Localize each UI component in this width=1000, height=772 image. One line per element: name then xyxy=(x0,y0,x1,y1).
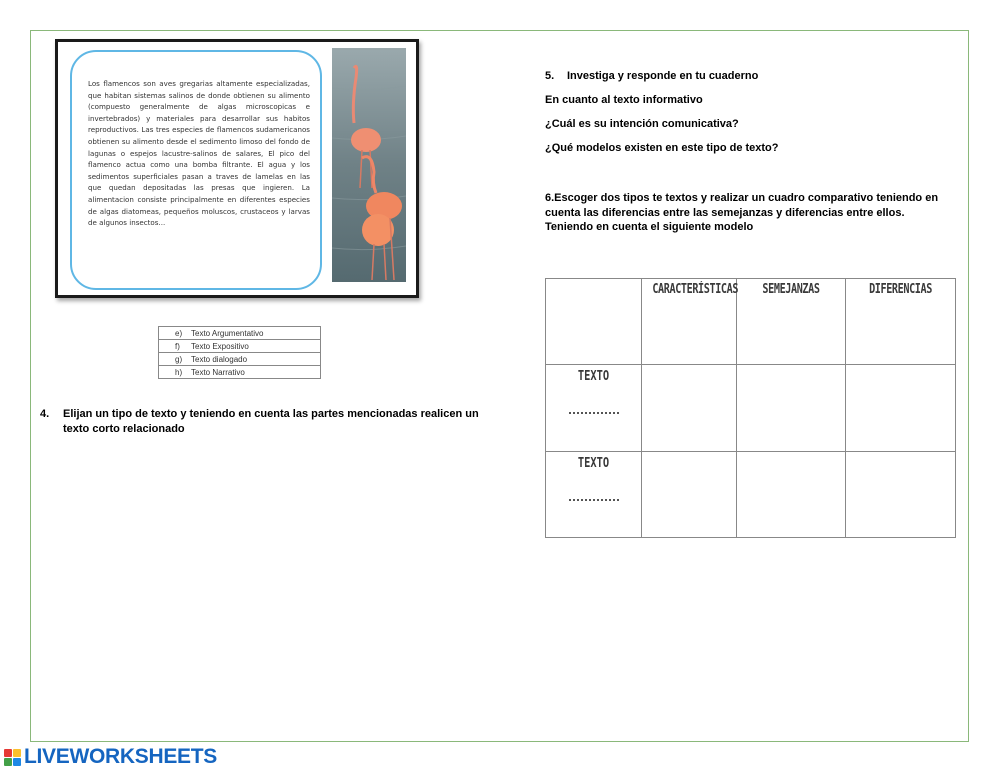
table-cell xyxy=(737,365,846,452)
option-label: Texto dialogado xyxy=(191,354,248,364)
question-4 xyxy=(40,407,490,437)
option-row xyxy=(159,353,321,366)
comparison-header-row xyxy=(546,279,956,365)
question-5-line: ¿Qué modelos existen en este tipo de texto? xyxy=(545,142,779,154)
question-5-title xyxy=(545,70,758,82)
question-5-line: ¿Cuál es su intención comunicativa? xyxy=(545,118,739,130)
table-cell xyxy=(642,365,737,452)
header-cell-empty xyxy=(546,279,642,365)
option-label: Texto Narrativo xyxy=(191,367,245,377)
option-row xyxy=(159,340,321,353)
question-5-title-text: Investiga y responde en tu cuaderno xyxy=(567,70,759,82)
reading-text: Los flamencos son aves gregarias altamente especializadas, que habitan sistemas salinos de donde obtienen su alimento (compuesto generalmente de algas microscopicas e invertebrados) y materiales para desarrollar sus habitos reproductivos. Las tres especies de flamencos sudamericanos obtienen su alimento desde el sedimento limoso del fondo de lagunas o espejos lacustre-salinos de salares, El pico del flamenco actua como una bomba filtrante. El agua y los sedimentos superficiales pasan a traves de lamelas en las que quedan depositadas las presas que ingieren. La alimentacion consiste principalmente en diferentes especies de algas diatomeas, pequeños moluscos, crustaceos y larvas de algunos insectos... xyxy=(88,79,310,228)
flamingo-photo xyxy=(332,48,406,282)
comparison-row xyxy=(546,365,956,452)
option-label: Texto Argumentativo xyxy=(191,328,264,338)
question-4-number: 4. xyxy=(40,408,50,420)
table-cell xyxy=(846,365,956,452)
question-4-text: Elijan un tipo de texto y teniendo en cuenta las partes mencionadas realicen un texto corto relacionado xyxy=(63,408,479,435)
option-letter: g) xyxy=(175,354,183,364)
option-letter: f) xyxy=(175,341,180,351)
row-label-texto: TEXTO xyxy=(577,369,610,384)
text-types-table xyxy=(158,326,321,379)
row-label-texto: TEXTO xyxy=(577,456,610,471)
logo-text: LIVEWORKSHEETS xyxy=(24,745,217,768)
comparison-table xyxy=(545,278,956,538)
question-5-number: 5. xyxy=(545,70,555,82)
table-cell xyxy=(642,452,737,538)
flamingo-illustration xyxy=(332,48,406,282)
reading-bubble xyxy=(70,50,322,290)
fill-in-blank-line xyxy=(569,412,619,414)
question-6-text: 6.Escoger dos tipos te textos y realizar un cuadro comparativo teniendo en cuenta las diferencias entre las semejanzas y diferencias entre ellos. Teniendo en cuenta el siguiente modelo xyxy=(545,192,939,233)
logo-square xyxy=(4,758,12,766)
comparison-row xyxy=(546,452,956,538)
fill-in-blank-line xyxy=(569,499,619,501)
option-letter: e) xyxy=(175,328,183,338)
header-semejanzas: SEMEJANZAS xyxy=(762,282,820,297)
liveworksheets-logo[interactable] xyxy=(4,746,217,768)
logo-square xyxy=(4,749,12,757)
logo-square xyxy=(13,758,21,766)
reading-passage-box xyxy=(55,39,419,298)
question-5-line: En cuanto al texto informativo xyxy=(545,94,703,106)
header-diferencias: DIFERENCIAS xyxy=(869,282,932,297)
option-row xyxy=(159,366,321,379)
logo-squares-icon xyxy=(4,749,21,766)
logo-square xyxy=(13,749,21,757)
header-caracteristicas: CARACTERÍSTICAS xyxy=(652,282,739,297)
option-label: Texto Expositivo xyxy=(191,341,249,351)
table-cell xyxy=(846,452,956,538)
option-letter: h) xyxy=(175,367,183,377)
option-row xyxy=(159,327,321,340)
table-cell xyxy=(737,452,846,538)
